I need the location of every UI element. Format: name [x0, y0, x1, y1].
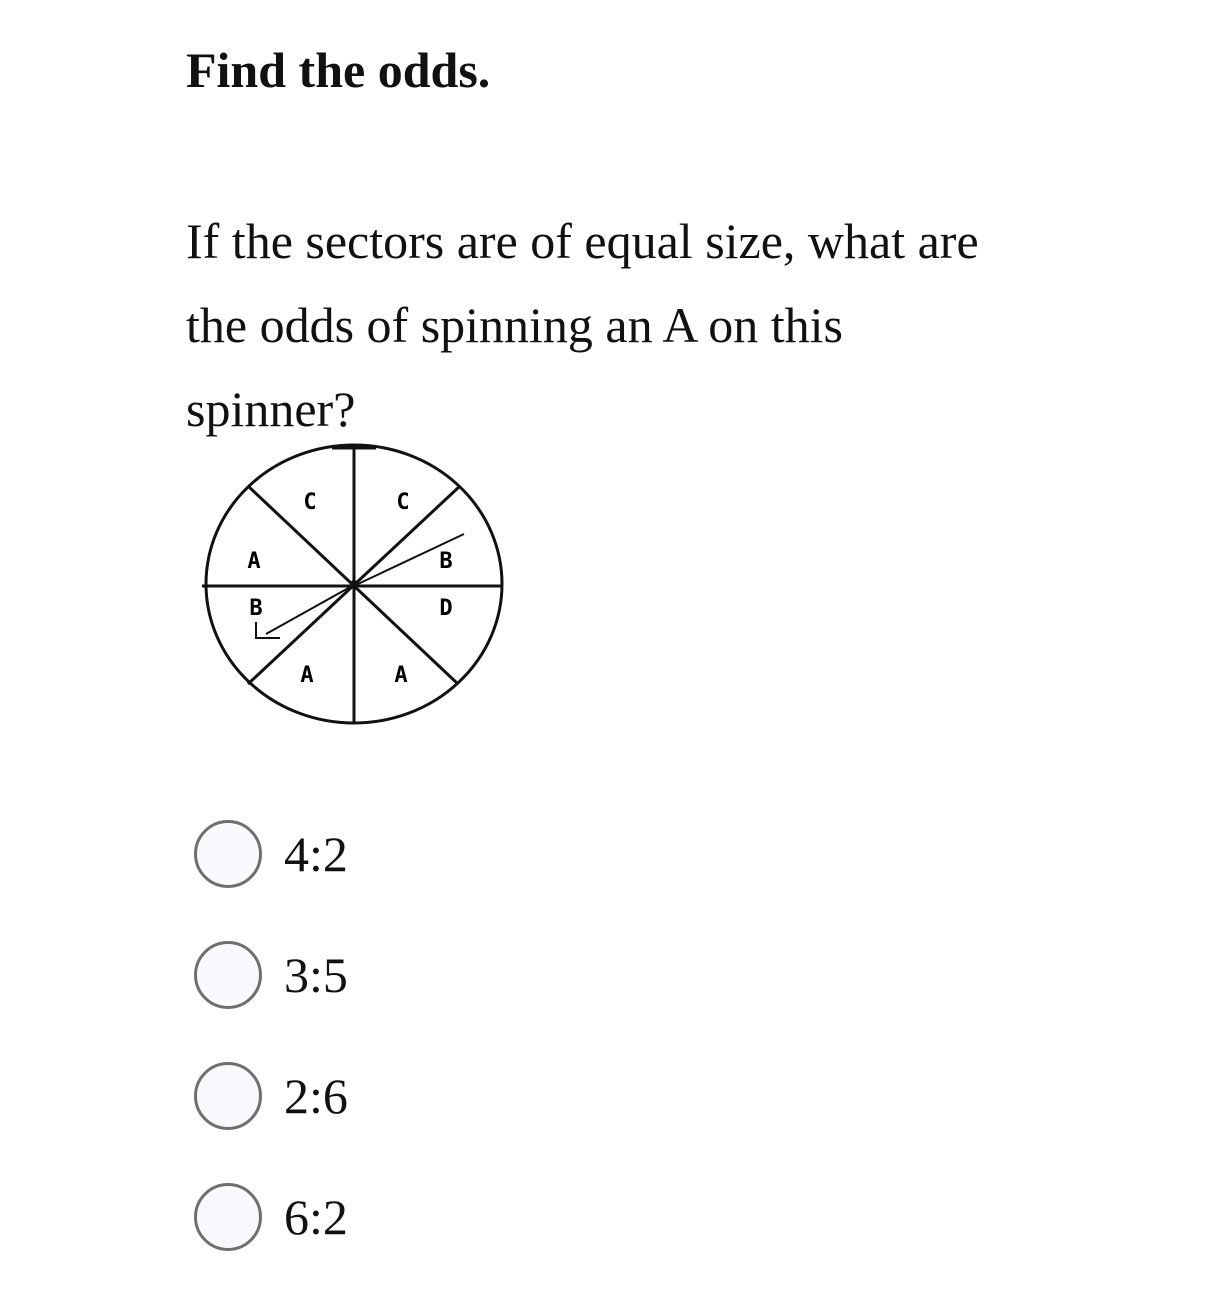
answer-option[interactable] [194, 1060, 348, 1132]
answer-option[interactable] [194, 939, 348, 1011]
sector-label: D [439, 596, 453, 621]
spinner-image [196, 440, 508, 734]
radio-button[interactable] [194, 1183, 262, 1251]
sector-label: B [439, 549, 453, 574]
radio-button[interactable] [194, 820, 262, 888]
sector-label: C [396, 490, 410, 515]
answer-option-label: 6:2 [284, 1189, 348, 1245]
answer-options [194, 818, 348, 1302]
sector-label: B [249, 596, 263, 621]
answer-option[interactable] [194, 818, 348, 890]
spinner-center [350, 580, 358, 588]
sector-label: A [247, 549, 261, 574]
radio-button[interactable] [194, 1062, 262, 1130]
question-prompt: If the sectors are of equal size, what are the odds of spinning an A on this spinner? [186, 213, 979, 437]
question-title: Find the odds. [186, 42, 491, 98]
sector-label: A [300, 663, 314, 688]
radio-button[interactable] [194, 941, 262, 1009]
answer-option-label: 4:2 [284, 826, 348, 882]
sector-label: C [303, 490, 317, 515]
answer-option-label: 2:6 [284, 1068, 348, 1124]
answer-option[interactable] [194, 1181, 348, 1253]
sector-label: A [394, 663, 408, 688]
answer-option-label: 3:5 [284, 947, 348, 1003]
